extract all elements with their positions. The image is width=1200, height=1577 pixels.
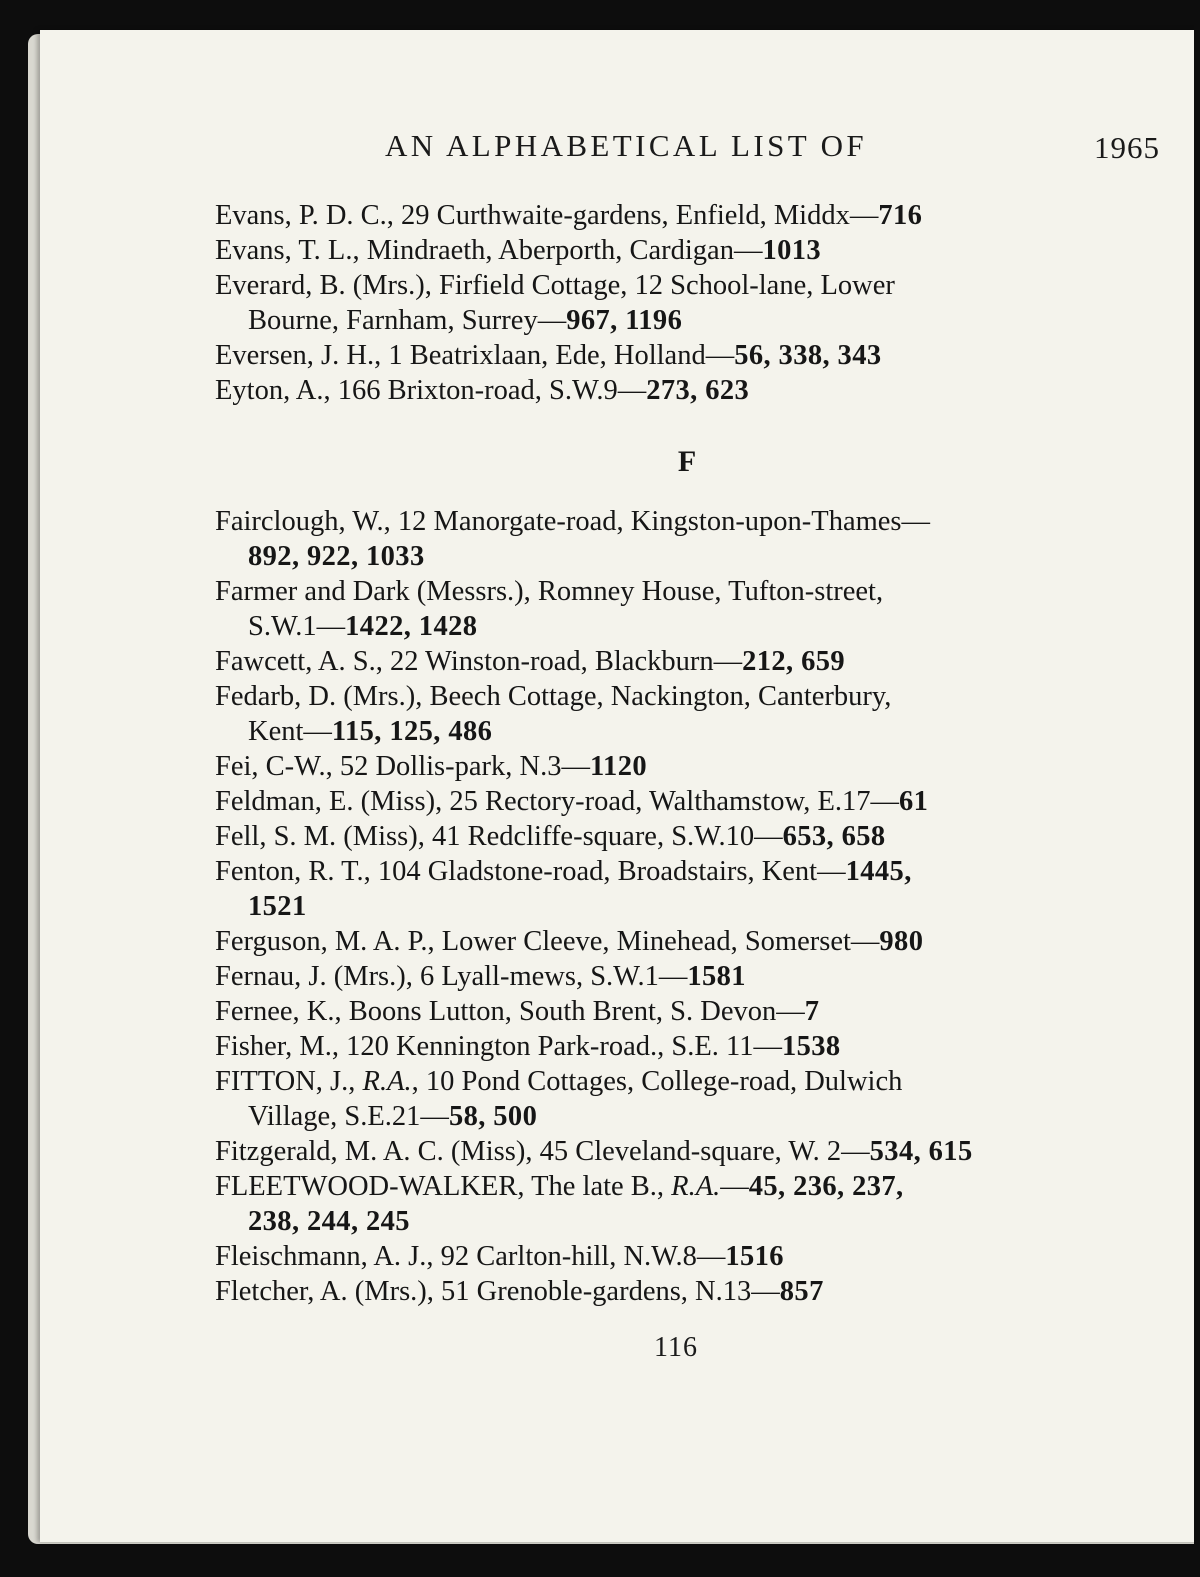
list-item: Fell, S. M. (Miss), 41 Redcliffe-square, S.W.10—653, 658 (215, 821, 886, 852)
list-item: Everard, B. (Mrs.), Firfield Cottage, 12 School-lane, Lower Bourne, Farnham, Surrey—967, 1196 (215, 270, 895, 336)
list-item: Eyton, A., 166 Brixton-road, S.W.9—273, 623 (215, 375, 750, 406)
list-item: Fei, C-W., 52 Dollis-park, N.3—1120 (215, 751, 647, 782)
running-header (385, 128, 1160, 168)
entries-f-group (215, 504, 1159, 1064)
page-title: AN ALPHABETICAL LIST OF (385, 128, 868, 163)
list-item: FITTON, J., R.A., 10 Pond Cottages, College-road, Dulwich Village, S.E.21—58, 500 (215, 1066, 903, 1132)
list-item: Ferguson, M. A. P., Lower Cleeve, Minehead, Somerset—980 (215, 926, 924, 957)
list-item: Fawcett, A. S., 22 Winston-road, Blackburn—212, 659 (215, 646, 846, 677)
list-item: Evans, T. L., Mindraeth, Aberporth, Cardigan—1013 (215, 235, 822, 266)
list-item: Fitzgerald, M. A. C. (Miss), 45 Cleveland-square, W. 2—534, 615 (215, 1136, 973, 1167)
list-item: Fisher, M., 120 Kennington Park-road., S.E. 11—1538 (215, 1031, 841, 1062)
list-item: Eversen, J. H., 1 Beatrixlaan, Ede, Holland—56, 338, 343 (215, 340, 882, 371)
entry-list (215, 198, 1159, 1309)
list-item: Farmer and Dark (Messrs.), Romney House, Tufton-street, S.W.1—1422, 1428 (215, 576, 884, 642)
list-item: Fleischmann, A. J., 92 Carlton-hill, N.W.8—1516 (215, 1241, 784, 1272)
list-item: Fernau, J. (Mrs.), 6 Lyall-mews, S.W.1—1581 (215, 961, 746, 992)
entries-e-group (215, 198, 1159, 408)
list-item: Fenton, R. T., 104 Gladstone-road, Broadstairs, Kent—1445, 1521 (215, 856, 912, 922)
list-item: Fernee, K., Boons Lutton, South Brent, S. Devon—7 (215, 996, 820, 1027)
list-item: Fletcher, A. (Mrs.), 51 Grenoble-gardens, N.13—857 (215, 1276, 824, 1307)
page-number-year: 1965 (1094, 130, 1160, 165)
section-letter: F (677, 445, 697, 478)
list-item: Feldman, E. (Miss), 25 Rectory-road, Walthamstow, E.17—61 (215, 786, 929, 817)
list-item: FLEETWOOD-WALKER, The late B., R.A.—45, 236, 237, 238, 244, 245 (215, 1171, 904, 1237)
list-item: Fairclough, W., 12 Manorgate-road, Kingston-upon-Thames— 892, 922, 1033 (215, 506, 931, 572)
list-item: Fedarb, D. (Mrs.), Beech Cottage, Nackington, Canterbury, Kent—115, 125, 486 (215, 681, 892, 747)
background-edge (1194, 0, 1200, 1577)
folio-number: 116 (654, 1332, 698, 1363)
entries-f2-group (215, 1239, 1159, 1309)
list-item: Evans, P. D. C., 29 Curthwaite-gardens, Enfield, Middx—716 (215, 200, 923, 231)
